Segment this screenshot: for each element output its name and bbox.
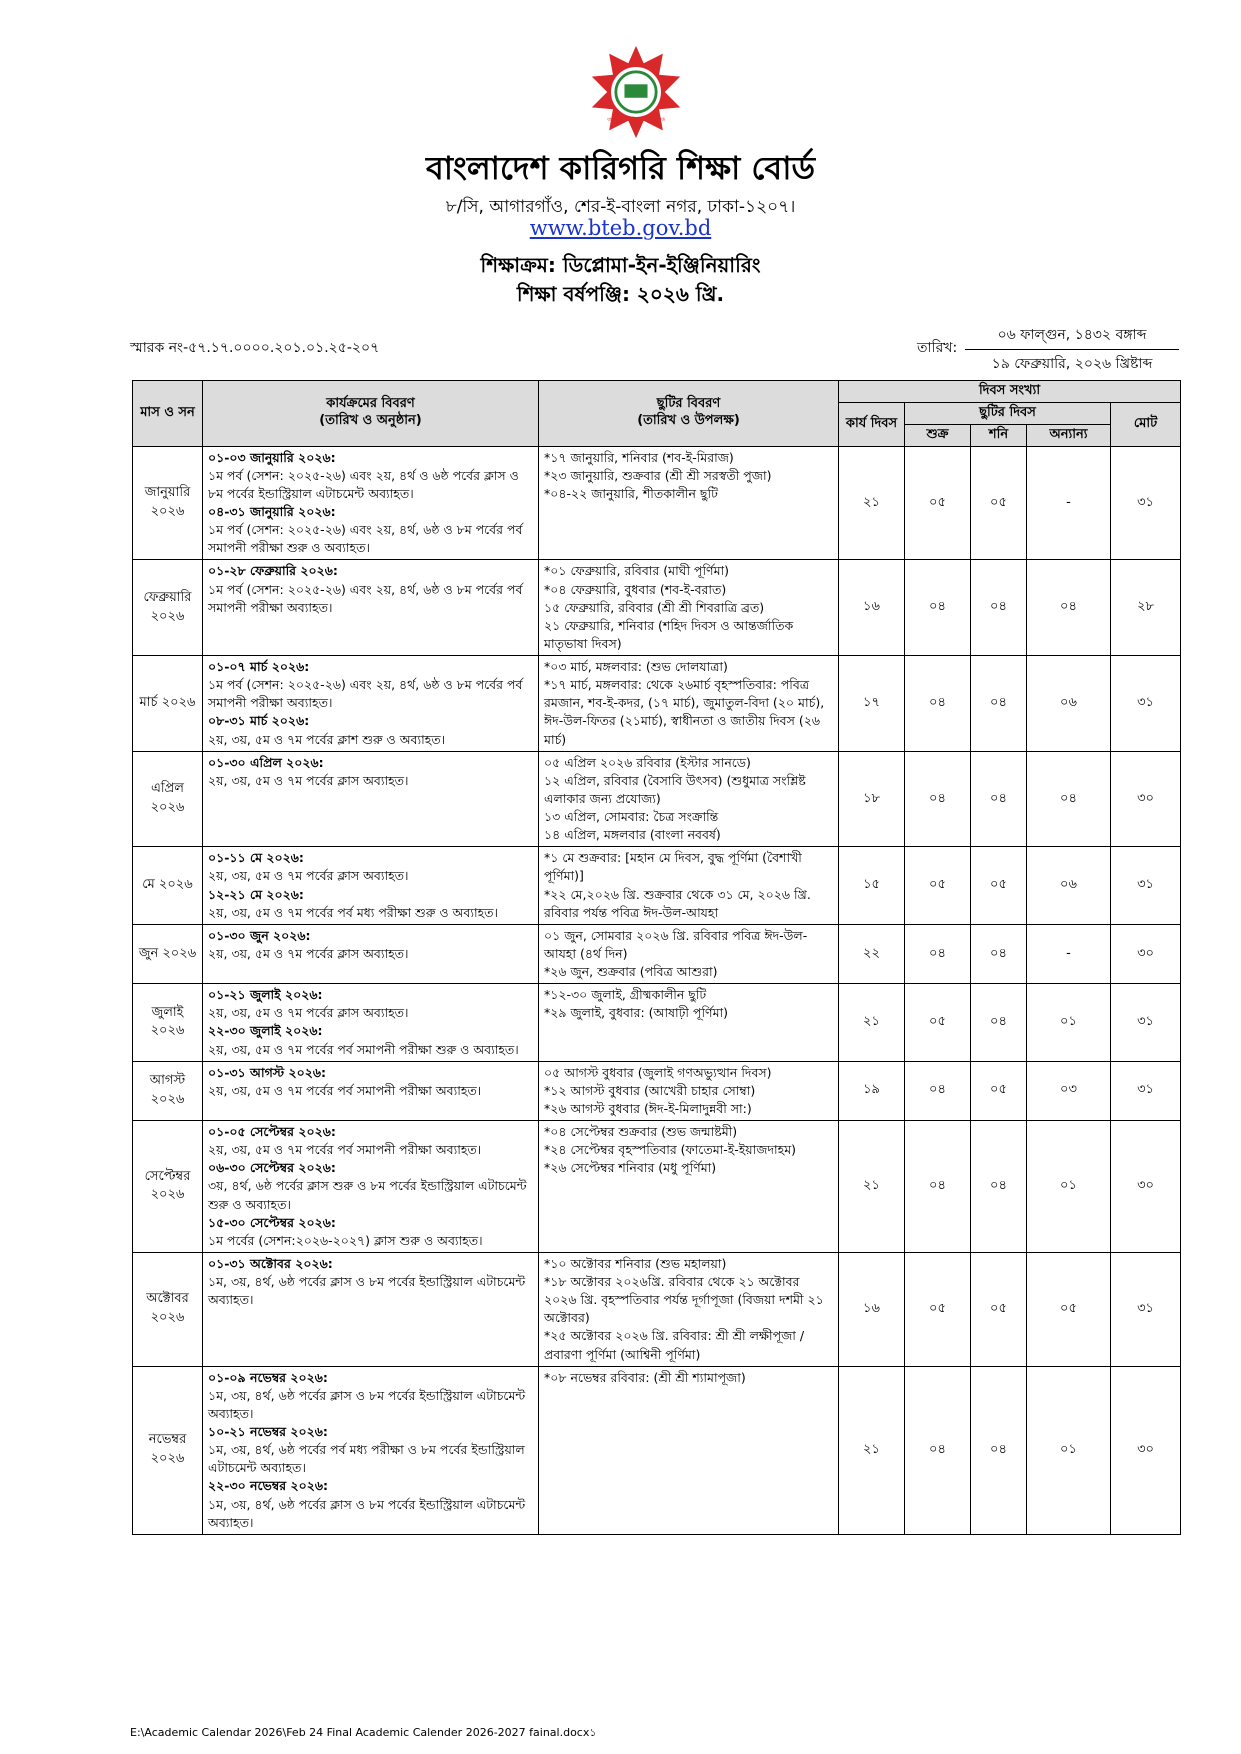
holiday-item: *১২ আগস্ট বুধবার (আখেরী চাহার সোম্বা): [544, 1082, 756, 1098]
activity-text: ১ম পর্ব (সেশন: ২০২৫-২৬) এবং ২য়, ৪র্থ, ৬ষ্ঠ ও ৮ম পর্বের পর্ব সমাপনী পরীক্ষা অব্যাহত।: [208, 581, 523, 615]
activity-text: ২য়, ৩য়, ৫ম ও ৭ম পর্বের পর্ব মধ্য পরীক্ষা শুরু ও অব্যাহত।: [208, 904, 498, 920]
holiday-item: ১৪ এপ্রিল, মঙ্গলবার (বাংলা নববর্ষ): [544, 827, 721, 843]
file-path-footer: E:\Academic Calendar 2026\Feb 24 Final Academic Calender 2026-2027 fainal.docx১: [130, 1726, 597, 1739]
holidays-cell: [539, 1252, 839, 1366]
header-holidays-sub: (তারিখ ও উপলক্ষ): [637, 413, 740, 429]
activity-text: ১ম পর্ব (সেশন: ২০২৫-২৬) এবং ২য়, ৪র্থ ও ৬ষ্ঠ পর্বের ক্লাস ও ৮ম পর্বের ইন্ডাস্ট্রিয়াল এটাচমেন্ট অব্যাহত।: [208, 467, 519, 501]
activity-text: ৩য়, ৪র্থ, ৬ষ্ঠ পর্বের ক্লাস শুরু ও ৮ম পর্বের ইন্ডাস্ট্রিয়াল এটাচমেন্ট শুরু ও অব্যাহত।: [208, 1178, 527, 1212]
holiday-item: ১৫ ফেব্রুয়ারি, রবিবার (শ্রী শ্রী শিবরাত্রি ব্রত): [544, 599, 765, 615]
holiday-item: *১০ অক্টোবর শনিবার (শুভ মহালয়া): [544, 1255, 727, 1271]
activity-block: [208, 1022, 533, 1058]
holidays-cell: [539, 751, 839, 847]
work-days-cell: ২১: [839, 1366, 905, 1534]
activities-cell: [203, 656, 539, 752]
holidays-cell: [539, 924, 839, 983]
table-row: [133, 924, 1181, 983]
activities-cell: [203, 1061, 539, 1120]
activity-date-range: ২২-৩০ জুলাই ২০২৬:: [208, 1023, 323, 1039]
activity-date-range: ০৪-৩১ জানুয়ারি ২০২৬:: [208, 504, 336, 520]
activity-block: [208, 1423, 533, 1477]
academic-calendar-table: [132, 380, 1181, 1535]
friday-count-cell: ০৪: [905, 1121, 971, 1253]
total-days-cell: ৩০: [1111, 924, 1181, 983]
activity-block: [208, 754, 533, 790]
friday-count-cell: ০৫: [905, 984, 971, 1062]
total-days-cell: ৩১: [1111, 446, 1181, 560]
header-activities-sub: (তারিখ ও অনুষ্ঠান): [319, 413, 422, 429]
activities-cell: [203, 984, 539, 1062]
activity-block: [208, 1064, 533, 1100]
month-cell: মার্চ ২০২৬: [133, 656, 203, 752]
holiday-item: *১৮ অক্টোবর ২০২৬খ্রি. রবিবার থেকে ২১ অক্টোবর ২০২৬ খ্রি. বৃহস্পতিবার পর্যন্ত দূর্গাপূজা (বিজয়া দশমী ২১ অক্টোবর): [544, 1274, 824, 1326]
activity-block: [208, 849, 533, 885]
work-days-cell: ১৯: [839, 1061, 905, 1120]
total-days-cell: ৩০: [1111, 1366, 1181, 1534]
holidays-cell: [539, 1061, 839, 1120]
friday-count-cell: ০৪: [905, 656, 971, 752]
holiday-item: *০৩ মার্চ, মঙ্গলবার: (শুভ দোলযাত্রা): [544, 659, 728, 675]
activity-text: ২য়, ৩য়, ৫ম ও ৭ম পর্বের পর্ব সমাপনী পরীক্ষা অব্যাহত।: [208, 1082, 482, 1098]
date-english: ১৯ ফেব্রুয়ারি, ২০২৬ খ্রিষ্টাব্দ: [991, 356, 1153, 372]
saturday-count-cell: ০৫: [971, 446, 1027, 560]
activity-date-range: ০১-৩১ অক্টোবর ২০২৬:: [208, 1255, 333, 1271]
holiday-item: *১২-৩০ জুলাই, গ্রীষ্মকালীন ছুটি: [544, 987, 707, 1003]
activity-block: [208, 927, 533, 963]
holiday-item: *০৮ নভেম্বর রবিবার: (শ্রী শ্রী শ্যামাপূজা): [544, 1369, 746, 1385]
activity-block: [208, 1123, 533, 1159]
total-days-cell: ৩১: [1111, 1061, 1181, 1120]
activity-date-range: ০৮-৩১ মার্চ ২০২৬:: [208, 713, 310, 729]
activities-cell: [203, 560, 539, 656]
activity-date-range: ০১-০৫ সেপ্টেম্বর ২০২৬:: [208, 1124, 336, 1140]
activity-block: [208, 712, 533, 748]
holiday-item: *২৩ জানুয়ারি, শুক্রবার (শ্রী শ্রী সরস্বতী পুজা): [544, 467, 772, 483]
work-days-cell: ১৮: [839, 751, 905, 847]
activity-date-range: ১২-২১ মে ২০২৬:: [208, 886, 304, 902]
table-row: [133, 1252, 1181, 1366]
month-cell: মে ২০২৬: [133, 847, 203, 925]
calendar-body: [133, 446, 1181, 1534]
holiday-item: *২২ মে,২০২৬ খ্রি. শুক্রবার থেকে ৩১ মে, ২০২৬ খ্রি. রবিবার পর্যন্ত পবিত্র ঈদ-উল-আযহা: [544, 886, 811, 920]
month-cell: অক্টোবর ২০২৬: [133, 1252, 203, 1366]
table-row: [133, 1121, 1181, 1253]
holiday-item: *২৪ সেপ্টেম্বর বৃহস্পতিবার (ফাতেমা-ই-ইয়াজদাহম): [544, 1142, 797, 1158]
activity-block: [208, 449, 533, 503]
holiday-item: ১২ এপ্রিল, রবিবার (বৈসাবি উৎসব) (শুধুমাত্র সংশ্লিষ্ট এলাকার জন্য প্রযোজ্য): [544, 772, 806, 806]
logo-text: বাংলাদেশ কারিগরি শিক্ষা বোর্ড: [607, 117, 665, 123]
other-holidays-cell: -: [1027, 446, 1111, 560]
activity-text: ১ম পর্বের (সেশন:২০২৬-২০২৭) ক্লাস শুরু ও অব্যাহত।: [208, 1232, 483, 1248]
saturday-count-cell: ০৪: [971, 656, 1027, 752]
activity-date-range: ১৫-৩০ সেপ্টেম্বর ২০২৬:: [208, 1214, 336, 1230]
activity-date-range: ০৬-৩০ সেপ্টেম্বর ২০২৬:: [208, 1160, 336, 1176]
header-friday: শুক্র: [905, 424, 971, 446]
holiday-item: ২১ ফেব্রুয়ারি, শনিবার (শহিদ দিবস ও আন্তর্জাতিক মাতৃভাষা দিবস): [544, 617, 794, 651]
work-days-cell: ২১: [839, 446, 905, 560]
activities-cell: [203, 446, 539, 560]
holiday-item: *২৬ আগস্ট বুধবার (ঈদ-ই-মিলাদুন্নবী সা:): [544, 1100, 752, 1116]
other-holidays-cell: ০৬: [1027, 656, 1111, 752]
website-link[interactable]: www.bteb.gov.bd: [529, 216, 712, 240]
friday-count-cell: ০৪: [905, 924, 971, 983]
activity-block: [208, 1255, 533, 1309]
header-activities: [203, 381, 539, 447]
saturday-count-cell: ০৪: [971, 560, 1027, 656]
activity-date-range: ০১-৩০ এপ্রিল ২০২৬:: [208, 754, 324, 770]
activity-block: [208, 1214, 533, 1250]
header-saturday: শনি: [971, 424, 1027, 446]
activity-block: [208, 1477, 533, 1531]
total-days-cell: ৩১: [1111, 984, 1181, 1062]
bteb-logo: [588, 44, 684, 140]
curriculum-title: শিক্ষাক্রম: ডিপ্লোমা-ইন-ইঞ্জিনিয়ারিং: [480, 253, 761, 277]
month-cell: জুলাই ২০২৬: [133, 984, 203, 1062]
header-holidays: [539, 381, 839, 447]
activity-text: ১ম, ৩য়, ৪র্থ, ৬ষ্ঠ পর্বের ক্লাস ও ৮ম পর্বের ইন্ডাস্ট্রিয়াল এটাচমেন্ট অব্যাহত।: [208, 1387, 526, 1421]
activity-text: ১ম, ৩য়, ৪র্থ, ৬ষ্ঠ পর্বের পর্ব মধ্য পরীক্ষা ও ৮ম পর্বের ইন্ডাস্ট্রিয়াল এটাচমেন্ট অব্যাহত।: [208, 1442, 525, 1476]
month-cell: ফেব্রুয়ারি ২০২৬: [133, 560, 203, 656]
activity-block: [208, 562, 533, 616]
activity-text: ১ম পর্ব (সেশন: ২০২৫-২৬) এবং ২য়, ৪র্থ, ৬ষ্ঠ ও ৮ম পর্বের পর্ব সমাপনী পরীক্ষা অব্যাহত।: [208, 677, 523, 711]
holiday-item: ০১ জুন, সোমবার ২০২৬ খ্রি. রবিবার পবিত্র ঈদ-উল-আযহা (৪র্থ দিন): [544, 927, 808, 961]
holidays-cell: [539, 446, 839, 560]
table-row: [133, 1061, 1181, 1120]
saturday-count-cell: ০৫: [971, 1061, 1027, 1120]
total-days-cell: ৩১: [1111, 1252, 1181, 1366]
activity-date-range: ০১-২৮ ফেব্রুয়ারি ২০২৬:: [208, 563, 338, 579]
activity-text: ১ম পর্ব (সেশন: ২০২৫-২৬) এবং ২য়, ৪র্থ, ৬ষ্ঠ ও ৮ম পর্বের পর্ব সমাপনী পরীক্ষা শুরু ও অব্যাহত।: [208, 522, 523, 556]
activity-text: ২য়, ৩য়, ৫ম ও ৭ম পর্বের ক্লাস অব্যাহত।: [208, 1005, 409, 1021]
header-day-count: দিবস সংখ্যা: [839, 381, 1181, 403]
activity-date-range: ০১-০৩ জানুয়ারি ২০২৬:: [208, 449, 336, 465]
activity-text: ২য়, ৩য়, ৫ম ও ৭ম পর্বের ক্লাশ শুরু ও অব্যাহত।: [208, 731, 446, 747]
saturday-count-cell: ০৪: [971, 1366, 1027, 1534]
activity-text: ২য়, ৩য়, ৫ম ও ৭ম পর্বের ক্লাস অব্যাহত।: [208, 945, 409, 961]
activity-block: [208, 986, 533, 1022]
activities-cell: [203, 847, 539, 925]
holiday-item: *০৪ ফেব্রুয়ারি, বুধবার (শব-ই-বরাত): [544, 581, 727, 597]
date-bangla: ০৬ ফাল্গুন, ১৪৩২ বঙ্গাব্দ: [965, 321, 1179, 350]
header-total: মোট: [1111, 402, 1181, 446]
total-days-cell: ২৮: [1111, 560, 1181, 656]
org-name: বাংলাদেশ কারিগরি শিক্ষা বোর্ড: [425, 149, 816, 187]
holiday-item: *১৭ জানুয়ারি, শনিবার (শব-ই-মিরাজ): [544, 449, 734, 465]
month-cell: এপ্রিল ২০২৬: [133, 751, 203, 847]
work-days-cell: ২২: [839, 924, 905, 983]
friday-count-cell: ০৫: [905, 847, 971, 925]
activity-block: [208, 886, 533, 922]
work-days-cell: ১৬: [839, 560, 905, 656]
date-box: [965, 321, 1179, 378]
activity-block: [208, 503, 533, 557]
work-days-cell: ১৫: [839, 847, 905, 925]
friday-count-cell: ০৪: [905, 751, 971, 847]
work-days-cell: ২১: [839, 984, 905, 1062]
saturday-count-cell: ০৫: [971, 1252, 1027, 1366]
header-others: অন্যান্য: [1027, 424, 1111, 446]
activity-block: [208, 1369, 533, 1423]
holiday-item: *১৭ মার্চ, মঙ্গলবার: থেকে ২৬মার্চ বৃহস্পতিবার: পবিত্র রমজান, শব-ই-কদর, (১৭ মার্চ), জুমাতুল-বিদা (২০ মার্চ), ঈদ-উল-ফিতর (২১মার্চ), স্বাধীনতা ও জাতীয় দিবস (২৬ মার্চ): [544, 677, 825, 747]
calendar-title: শিক্ষা বর্ষপঞ্জি: ২০২৬ খ্রি.: [516, 282, 725, 306]
holiday-item: *২৯ জুলাই, বুধবার: (আষাঢ়ী পূর্ণিমা): [544, 1005, 729, 1021]
total-days-cell: ৩০: [1111, 1121, 1181, 1253]
activity-date-range: ০১-৩১ আগস্ট ২০২৬:: [208, 1064, 326, 1080]
activities-cell: [203, 751, 539, 847]
header-month-year: মাস ও সন: [133, 381, 203, 447]
holiday-item: *২৬ জুন, শুক্রবার (পবিত্র আশুরা): [544, 964, 718, 980]
friday-count-cell: ০৪: [905, 1366, 971, 1534]
saturday-count-cell: ০৪: [971, 751, 1027, 847]
saturday-count-cell: ০৪: [971, 1121, 1027, 1253]
month-cell: জুন ২০২৬: [133, 924, 203, 983]
friday-count-cell: ০৪: [905, 560, 971, 656]
other-holidays-cell: ০১: [1027, 1366, 1111, 1534]
month-cell: নভেম্বর ২০২৬: [133, 1366, 203, 1534]
total-days-cell: ৩০: [1111, 751, 1181, 847]
activity-text: ২য়, ৩য়, ৫ম ও ৭ম পর্বের ক্লাস অব্যাহত।: [208, 868, 409, 884]
date-label: তারিখ:: [917, 340, 958, 356]
holiday-item: ০৫ এপ্রিল ২০২৬ রবিবার (ইস্টার সানডে): [544, 754, 751, 770]
activity-text: ২য়, ৩য়, ৫ম ও ৭ম পর্বের ক্লাস অব্যাহত।: [208, 772, 409, 788]
activity-date-range: ১০-২১ নভেম্বর ২০২৬:: [208, 1424, 328, 1440]
activities-cell: [203, 1366, 539, 1534]
work-days-cell: ১৬: [839, 1252, 905, 1366]
other-holidays-cell: ০৩: [1027, 1061, 1111, 1120]
table-row: [133, 984, 1181, 1062]
activities-cell: [203, 924, 539, 983]
holidays-cell: [539, 847, 839, 925]
month-cell: আগস্ট ২০২৬: [133, 1061, 203, 1120]
holiday-item: *০৪ সেপ্টেম্বর শুক্রবার (শুভ জন্মাষ্টমী): [544, 1124, 738, 1140]
table-row: [133, 446, 1181, 560]
activities-cell: [203, 1252, 539, 1366]
holiday-item: *০৪-২২ জানুয়ারি, শীতকালীন ছুটি: [544, 485, 718, 501]
header-work-days: কার্য দিবস: [839, 402, 905, 446]
total-days-cell: ৩১: [1111, 656, 1181, 752]
activity-date-range: ০১-২১ জুলাই ২০২৬:: [208, 987, 323, 1003]
activity-date-range: ০১-৩০ জুন ২০২৬:: [208, 927, 311, 943]
activity-text: ২য়, ৩য়, ৫ম ও ৭ম পর্বের পর্ব সমাপনী পরীক্ষা শুরু ও অব্যাহত।: [208, 1041, 519, 1057]
other-holidays-cell: ০১: [1027, 984, 1111, 1062]
table-row: [133, 751, 1181, 847]
other-holidays-cell: ০৪: [1027, 751, 1111, 847]
activity-date-range: ০১-০৯ নভেম্বর ২০২৬:: [208, 1369, 328, 1385]
friday-count-cell: ০৪: [905, 1061, 971, 1120]
header-activities-title: কার্যক্রমের বিবরণ: [326, 396, 415, 412]
saturday-count-cell: ০৪: [971, 984, 1027, 1062]
activity-date-range: ০১-১১ মে ২০২৬:: [208, 850, 304, 866]
holiday-item: ১৩ এপ্রিল, সোমবার: চৈত্র সংক্রান্তি: [544, 809, 719, 825]
saturday-count-cell: ০৪: [971, 924, 1027, 983]
activity-text: ২য়, ৩য়, ৫ম ও ৭ম পর্বের পর্ব সমাপনী পরীক্ষা অব্যাহত।: [208, 1142, 482, 1158]
header-holidays-title: ছুটির বিবরণ: [656, 396, 721, 412]
total-days-cell: ৩১: [1111, 847, 1181, 925]
holidays-cell: [539, 656, 839, 752]
activity-text: ১ম, ৩য়, ৪র্থ, ৬ষ্ঠ পর্বের ক্লাস ও ৮ম পর্বের ইন্ডাস্ট্রিয়াল এটাচমেন্ট অব্যাহত।: [208, 1496, 526, 1530]
holiday-item: *২৬ সেপ্টেম্বর শনিবার (মধু পূর্ণিমা): [544, 1160, 717, 1176]
holidays-cell: [539, 1121, 839, 1253]
org-address: ৮/সি, আগারগাঁও, শের-ই-বাংলা নগর, ঢাকা-১২০৭।: [445, 197, 796, 217]
holidays-cell: [539, 984, 839, 1062]
table-row: [133, 560, 1181, 656]
memo-number: স্মারক নং-৫৭.১৭.০০০০.২০১.০১.২৫-২০৭: [130, 340, 380, 356]
holidays-cell: [539, 560, 839, 656]
other-holidays-cell: -: [1027, 924, 1111, 983]
table-row: [133, 1366, 1181, 1534]
saturday-count-cell: ০৫: [971, 847, 1027, 925]
activity-date-range: ০১-০৭ মার্চ ২০২৬:: [208, 659, 310, 675]
other-holidays-cell: ০৫: [1027, 1252, 1111, 1366]
table-row: [133, 656, 1181, 752]
holiday-item: *০১ ফেব্রুয়ারি, রবিবার (মাঘী পূর্ণিমা): [544, 563, 730, 579]
month-cell: সেপ্টেম্বর ২০২৬: [133, 1121, 203, 1253]
activity-block: [208, 1159, 533, 1213]
other-holidays-cell: ০৪: [1027, 560, 1111, 656]
other-holidays-cell: ০৬: [1027, 847, 1111, 925]
table-row: [133, 847, 1181, 925]
activity-block: [208, 658, 533, 712]
activity-text: ১ম, ৩য়, ৪র্থ, ৬ষ্ঠ পর্বের ক্লাস ও ৮ম পর্বের ইন্ডাস্ট্রিয়াল এটাচমেন্ট অব্যাহত।: [208, 1274, 526, 1308]
holidays-cell: [539, 1366, 839, 1534]
header-holiday-days: ছুটির দিবস: [905, 402, 1111, 424]
work-days-cell: ১৭: [839, 656, 905, 752]
work-days-cell: ২১: [839, 1121, 905, 1253]
month-cell: জানুয়ারি ২০২৬: [133, 446, 203, 560]
friday-count-cell: ০৫: [905, 446, 971, 560]
other-holidays-cell: ০১: [1027, 1121, 1111, 1253]
activities-cell: [203, 1121, 539, 1253]
holiday-item: ০৫ আগস্ট বুধবার (জুলাই গণঅভ্যুত্থান দিবস): [544, 1064, 772, 1080]
activity-date-range: ২২-৩০ নভেম্বর ২০২৬:: [208, 1478, 328, 1494]
friday-count-cell: ০৫: [905, 1252, 971, 1366]
holiday-item: *১ মে শুক্রবার: [মহান মে দিবস, বুদ্ধ পূর্ণিমা (বৈশাখী পূর্ণিমা)]: [544, 850, 802, 884]
holiday-item: *২৫ অক্টোবর ২০২৬ খ্রি. রবিবার: শ্রী শ্রী লক্ষীপূজা /প্রবারণা পূর্ণিমা (আশ্বিনী পূর্ণিমা): [544, 1328, 805, 1362]
